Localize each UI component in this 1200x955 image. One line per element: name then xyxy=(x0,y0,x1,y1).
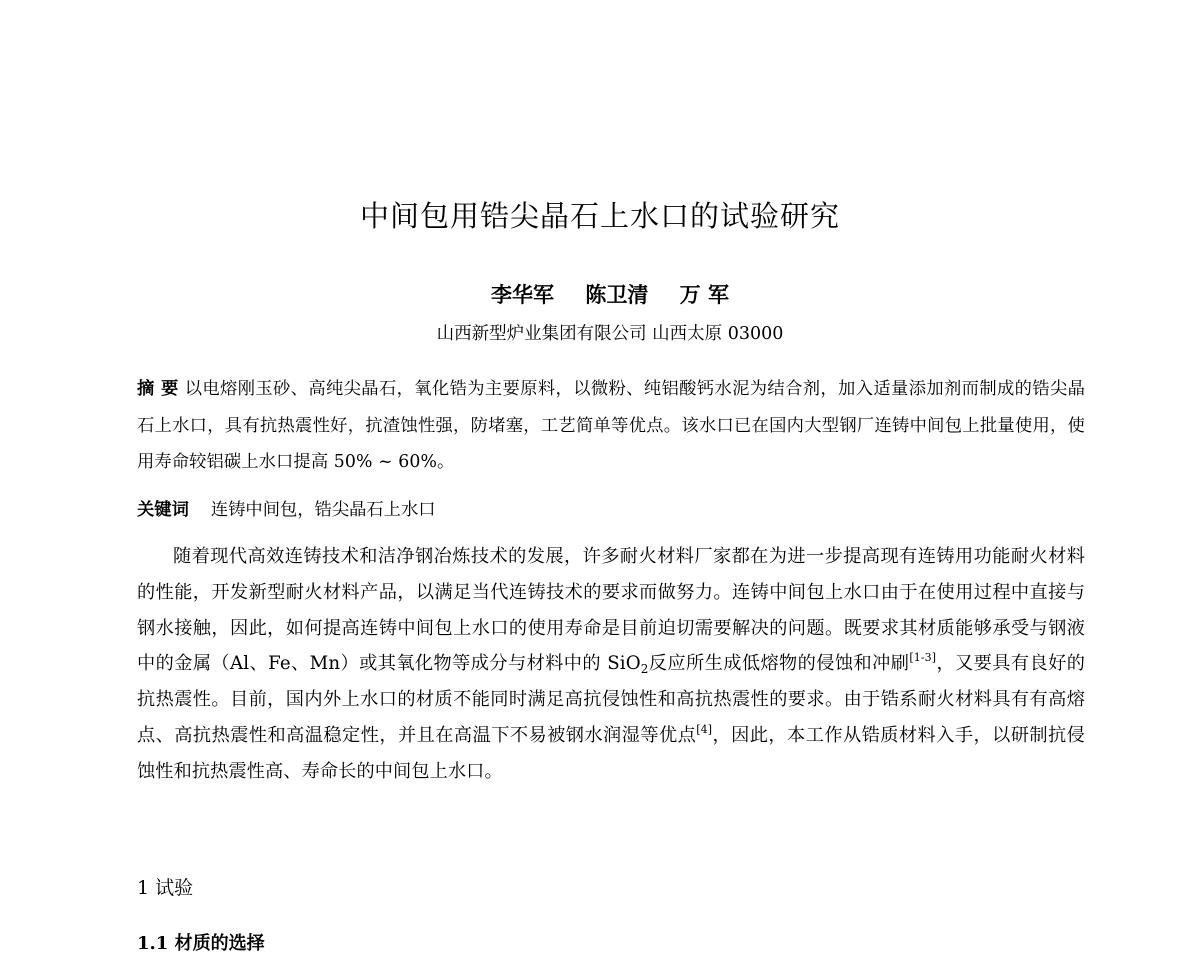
author-list xyxy=(0,279,1200,309)
subsection-heading: 1.1 材质的选择 xyxy=(137,933,265,954)
citation-ref: [4] xyxy=(696,722,713,736)
section-heading: 1 试验 xyxy=(137,877,194,899)
keywords-text: 连铸中间包，锆尖晶石上水口 xyxy=(210,500,436,520)
intro-paragraph xyxy=(137,539,1085,790)
intro-text-4: ，因此，本工作从锆质材料入手，以研制抗侵蚀性和抗热震性高、寿命长的中间包上水口。 xyxy=(137,724,1085,782)
citation-ref: [1-3] xyxy=(909,651,937,665)
paper-title: 中间包用锆尖晶石上水口的试验研究 xyxy=(359,199,840,233)
author-name: 李华军 xyxy=(491,282,555,307)
intro-text-1: 随着现代高效连铸技术和洁净钢冶炼技术的发展，许多耐火材料厂家都在为进一步提高现有连铸用功能耐火材料的性能，开发新型耐火材料产品，以满足当代连铸技术的要求而做努力。连铸中间包上水口由于在使用过程中直接与钢水接触，因此，如何提高连铸中间包上水口的使用寿命是目前迫切需要解决的问题。既要求其材质能够承受与钢液中的金属（Al、Fe、Mn）或其氧化物等成分与材料中的 SiO xyxy=(137,546,1085,675)
abstract-text: 以电熔刚玉砂、高纯尖晶石，氧化锆为主要原料，以微粉、纯铝酸钙水泥为结合剂，加入适量添加剂而制成的锆尖晶石上水口，具有抗热震性好，抗渣蚀性强，防堵塞，工艺简单等优点。该水口已在国内大型钢厂连铸中间包上批量使用，使用寿命较铝碳上水口提高 50% ~ 60%。 xyxy=(137,379,1085,472)
sio2-subscript: 2 xyxy=(640,662,649,677)
affiliation: 山西新型炉业集团有限公司 山西太原 03000 xyxy=(436,324,784,344)
author-name: 万 军 xyxy=(679,282,729,307)
abstract xyxy=(137,371,1085,481)
intro-text-2: 反应所生成低熔物的侵蚀和冲刷 xyxy=(648,653,910,675)
abstract-label: 摘 要 xyxy=(137,379,179,399)
author-name: 陈卫清 xyxy=(585,282,649,307)
keywords xyxy=(137,495,1085,525)
keywords-label: 关键词 xyxy=(137,500,189,520)
intro-text-3: ，又要具有良好的抗热震性。目前，国内外上水口的材质不能同时满足高抗侵蚀性和高抗热震性的要求。由于锆系耐火材料具有有高熔点、高抗热震性和高温稳定性，并且在高温下不易被钢水润湿等优点 xyxy=(137,653,1085,746)
